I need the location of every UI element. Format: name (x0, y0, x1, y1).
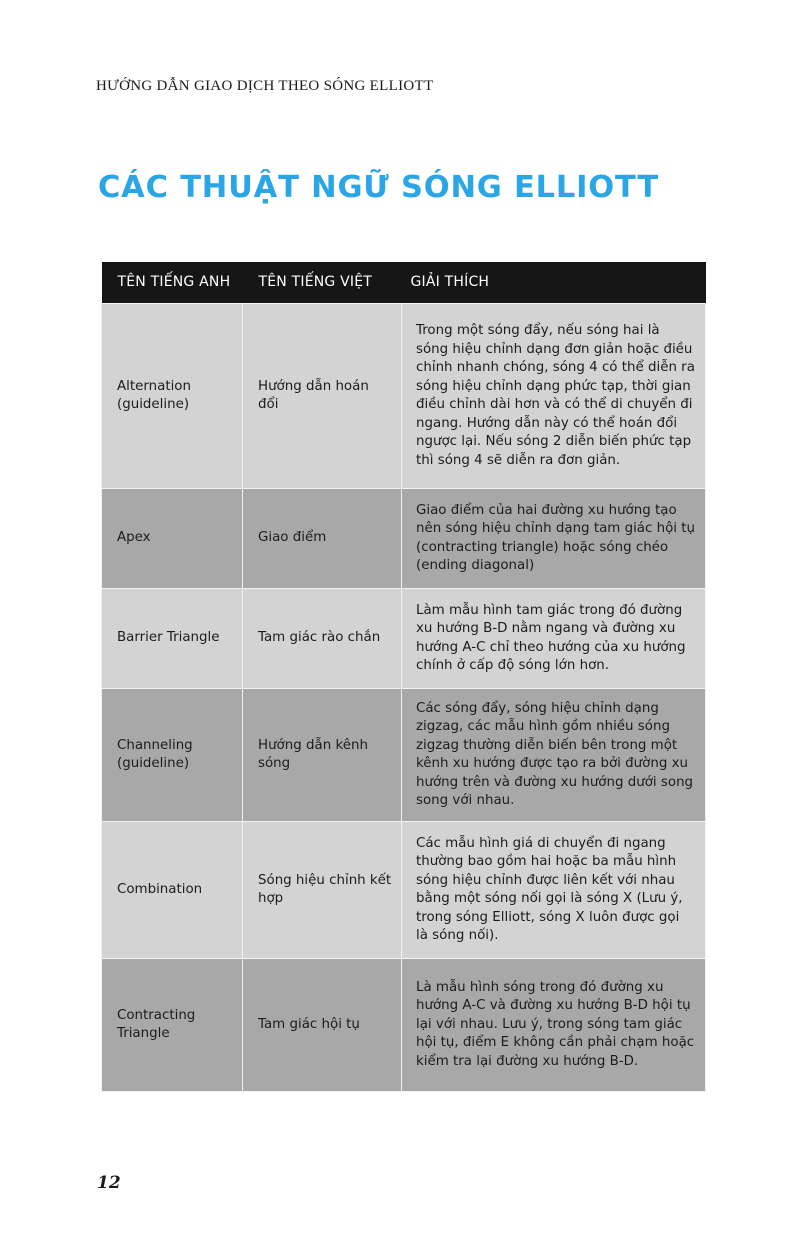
term-explanation: Là mẫu hình sóng trong đó đường xu hướng A-C và đường xu hướng B-D hội tụ lại với nhau. Lưu ý, trong sóng tam giác hội tụ, điểm E không cần phải chạm hoặc kiểm tra lại đường xu hướng B-D. (402, 959, 706, 1092)
table-row (102, 589, 706, 689)
table-header-row (102, 262, 706, 304)
english-term: Barrier Triangle (102, 589, 243, 689)
table-row (102, 822, 706, 959)
english-term: Alternation (guideline) (102, 304, 243, 489)
english-term: Channeling (guideline) (102, 689, 243, 822)
english-term: Contracting Triangle (102, 959, 243, 1092)
vietnamese-term: Hướng dẫn kênh sóng (243, 689, 402, 822)
term-explanation: Các sóng đẩy, sóng hiệu chỉnh dạng zigzag, các mẫu hình gồm nhiều sóng zigzag thường diễn biến bên trong một kênh xu hướng được tạo ra bởi đường xu hướng trên và đường xu hướng dưới song song với nhau. (402, 689, 706, 822)
table-row (102, 959, 706, 1092)
table-row (102, 304, 706, 489)
glossary-table (101, 262, 706, 1092)
english-term: Apex (102, 489, 243, 589)
vietnamese-term: Tam giác rào chắn (243, 589, 402, 689)
header-vietnamese-name: TÊN TIẾNG VIỆT (243, 262, 402, 304)
page-number: 12 (97, 1173, 121, 1193)
term-explanation: Làm mẫu hình tam giác trong đó đường xu hướng B-D nằm ngang và đường xu hướng A-C chỉ theo hướng của xu hướng chính ở cấp độ sóng lớn hơn. (402, 589, 706, 689)
header-explanation: GIẢI THÍCH (402, 262, 706, 304)
header-english-name: TÊN TIẾNG ANH (102, 262, 243, 304)
vietnamese-term: Giao điểm (243, 489, 402, 589)
vietnamese-term: Tam giác hội tụ (243, 959, 402, 1092)
vietnamese-term: Sóng hiệu chỉnh kết hợp (243, 822, 402, 959)
table-row (102, 489, 706, 589)
section-title: CÁC THUẬT NGỮ SÓNG ELLIOTT (98, 170, 659, 205)
term-explanation: Các mẫu hình giá di chuyển đi ngang thường bao gồm hai hoặc ba mẫu hình sóng hiệu chỉnh được liên kết với nhau bằng một sóng nối gọi là sóng X (Lưu ý, trong sóng Elliott, sóng X luôn được gọi là sóng nối). (402, 822, 706, 959)
term-explanation: Giao điểm của hai đường xu hướng tạo nên sóng hiệu chỉnh dạng tam giác hội tụ (contracting triangle) hoặc sóng chéo (ending diagonal) (402, 489, 706, 589)
vietnamese-term: Hướng dẫn hoán đổi (243, 304, 402, 489)
table-row (102, 689, 706, 822)
term-explanation: Trong một sóng đẩy, nếu sóng hai là sóng hiệu chỉnh dạng đơn giản hoặc điều chỉnh nhanh chóng, sóng 4 có thể diễn ra sóng hiệu chỉnh dạng phức tạp, thời gian điều chỉnh dài hơn và có thể di chuyển đi ngang. Hướng dẫn này có thể hoán đổi ngược lại. Nếu sóng 2 diễn biến phức tạp thì sóng 4 sẽ diễn ra đơn giản. (402, 304, 706, 489)
english-term: Combination (102, 822, 243, 959)
running-header: HƯỚNG DẪN GIAO DỊCH THEO SÓNG ELLIOTT (96, 78, 434, 94)
